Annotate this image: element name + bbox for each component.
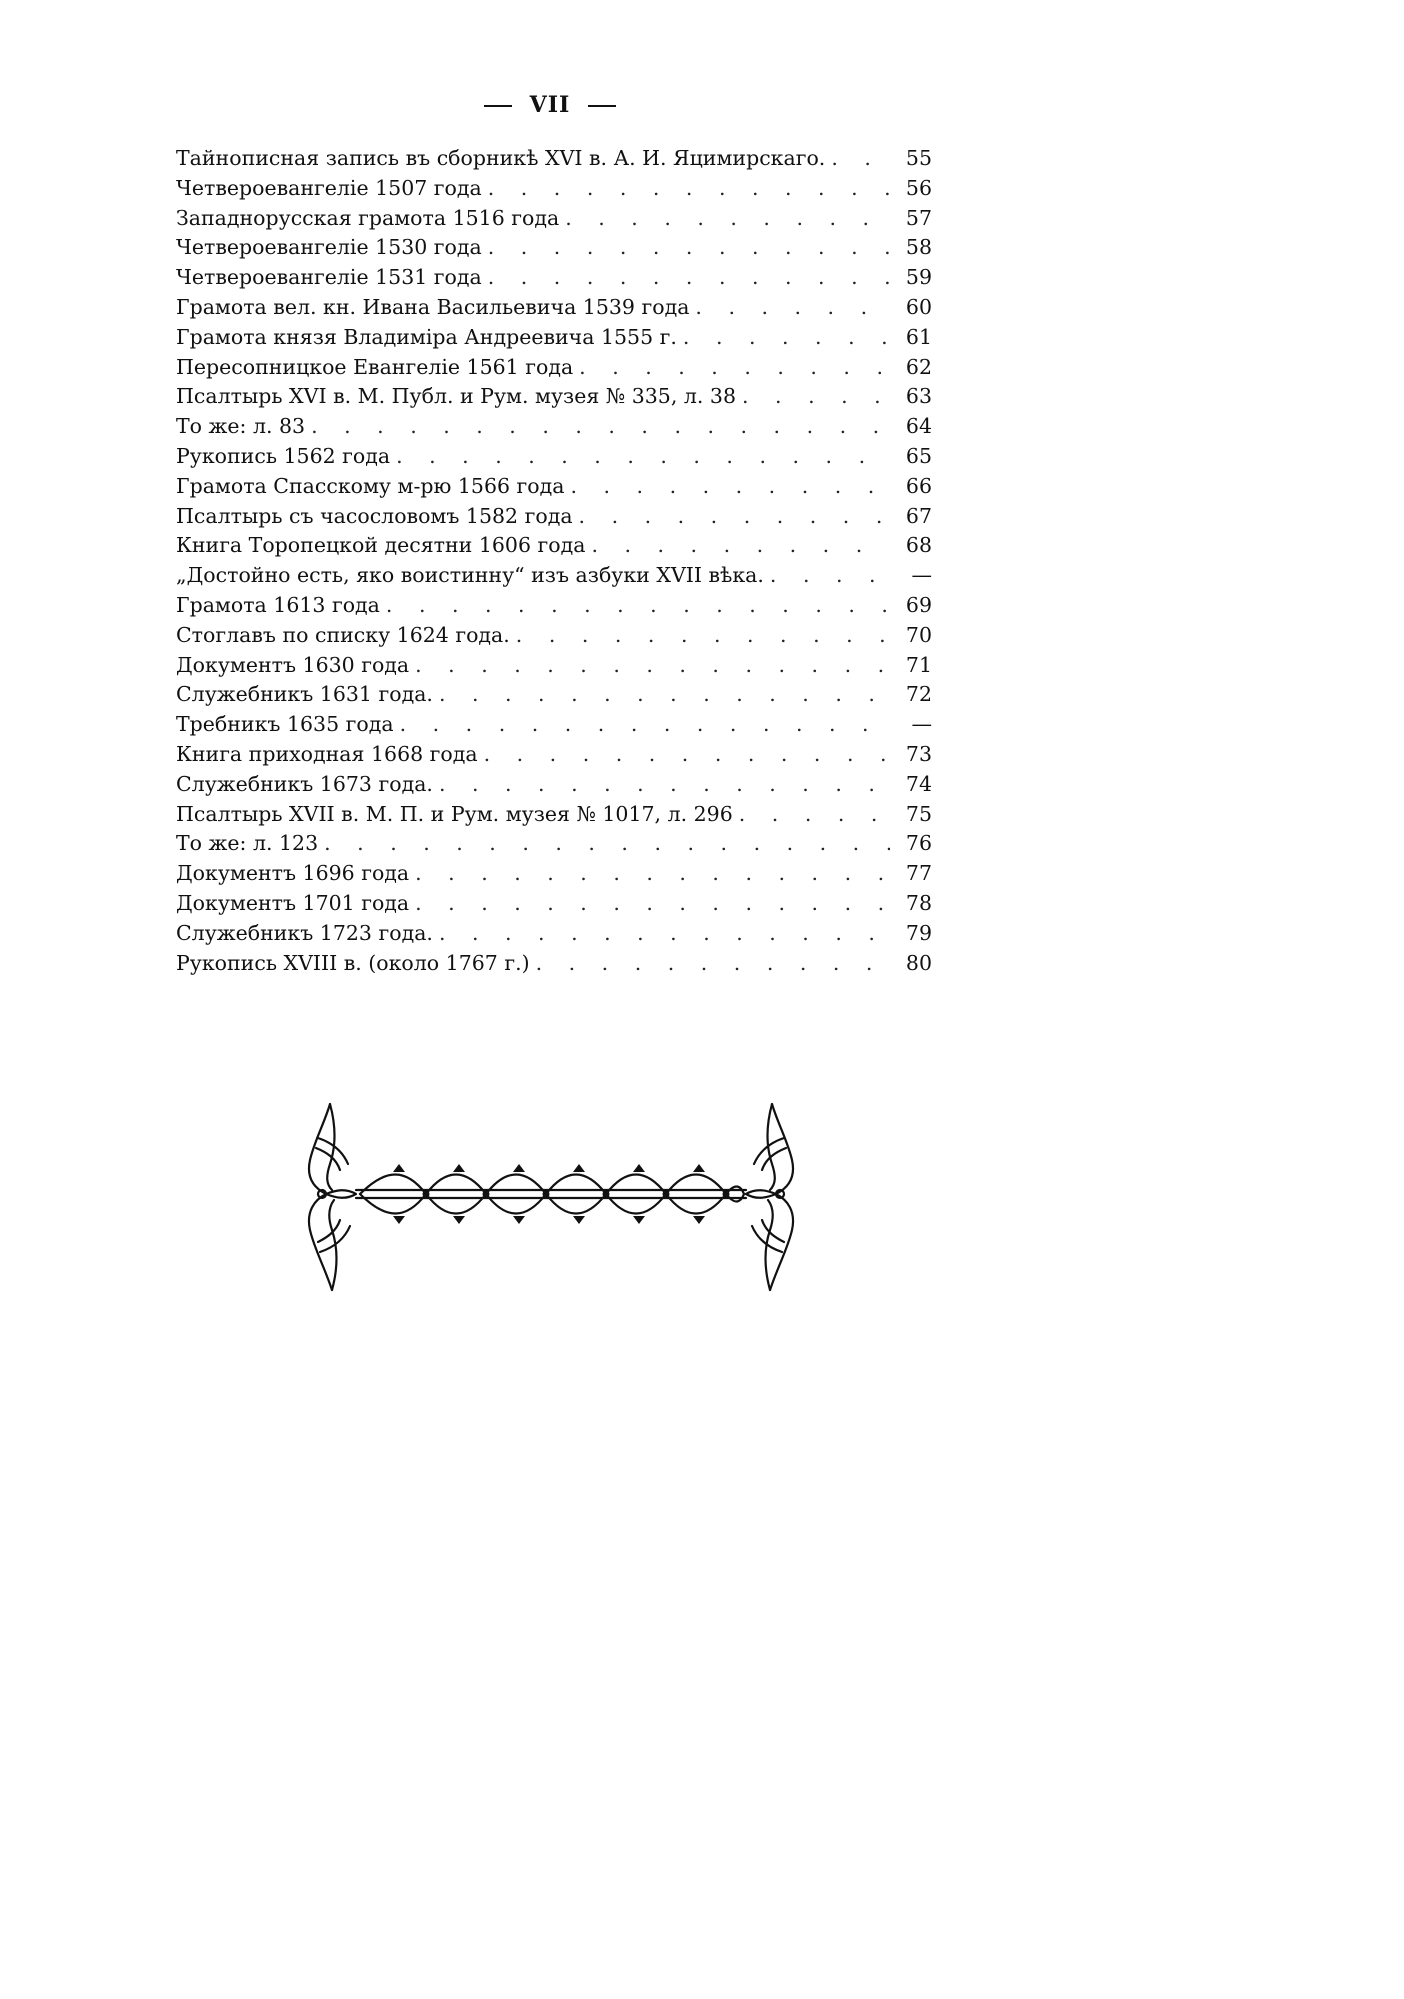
toc-row: [176, 144, 932, 174]
toc-page: 75: [905, 801, 932, 826]
toc-title: Документъ 1696 года: [176, 861, 410, 886]
toc-row: [176, 591, 932, 621]
toc-title: То же: л. 83: [176, 414, 306, 439]
dot-leader: [573, 502, 890, 532]
dot-leader: [689, 293, 890, 323]
toc-title: Четвероевангеліе 1507 года: [176, 175, 482, 200]
toc-page: 65: [905, 443, 932, 468]
dot-leader: [677, 323, 890, 353]
toc-title: Грамота 1613 года: [176, 592, 380, 617]
left-dash: [484, 105, 512, 107]
table-of-contents: [176, 144, 932, 978]
dot-leader: [482, 174, 890, 204]
toc-row: [176, 323, 932, 353]
toc-page: 76: [905, 831, 932, 856]
toc-row: [176, 621, 932, 651]
toc-page: 67: [905, 503, 932, 528]
toc-page: 64: [905, 414, 932, 439]
toc-row: [176, 233, 932, 263]
toc-row: [176, 442, 932, 472]
toc-title: Пересопницкое Евангеліе 1561 года: [176, 354, 574, 379]
toc-page: 60: [905, 294, 932, 319]
toc-page: 62: [905, 354, 932, 379]
dot-leader: [733, 800, 890, 830]
toc-row: [176, 770, 932, 800]
toc-title: Рукопись XVIII в. (около 1767 г.): [176, 950, 530, 975]
toc-title: Документъ 1630 года: [176, 652, 410, 677]
toc-title: Служебникъ 1631 года.: [176, 682, 433, 707]
dot-leader: [573, 353, 890, 383]
toc-title: Служебникъ 1723 года.: [176, 920, 433, 945]
dot-leader: [478, 740, 890, 770]
toc-page: 66: [905, 473, 932, 498]
toc-row: [176, 710, 932, 740]
toc-title: Западнорусская грамота 1516 года: [176, 205, 560, 230]
toc-row: [176, 472, 932, 502]
dot-leader: [433, 770, 890, 800]
toc-title: Книга Торопецкой десятни 1606 года: [176, 533, 586, 558]
toc-page: 61: [905, 324, 932, 349]
toc-page: 55: [905, 146, 932, 170]
toc-row: [176, 412, 932, 442]
toc-page: 56: [905, 175, 932, 200]
toc-title: Псалтырь XVII в. М. П. и Рум. музея № 1017, л. 296: [176, 801, 733, 826]
toc-page: 68: [905, 533, 932, 558]
toc-page: —: [911, 563, 932, 588]
dot-leader: [433, 680, 890, 710]
toc-title: Служебникъ 1673 года.: [176, 771, 433, 796]
toc-row: [176, 889, 932, 919]
toc-title: Четвероевангеліе 1530 года: [176, 235, 482, 260]
toc-row: [176, 382, 932, 412]
dot-leader: [380, 591, 890, 621]
toc-title: Тайнописная запись въ сборникѣ XVI в. А. И. Яцимирскаго.: [176, 146, 826, 170]
dot-leader: [825, 144, 890, 174]
dot-leader: [736, 382, 890, 412]
toc-title: „Достойно есть, яко воистинну“ изъ азбуки XVII вѣка.: [176, 563, 764, 588]
toc-page: 78: [905, 890, 932, 915]
toc-row: [176, 353, 932, 383]
toc-page: 59: [905, 265, 932, 290]
dot-leader: [559, 204, 890, 234]
toc-page: 63: [905, 384, 932, 409]
dot-leader: [394, 710, 890, 740]
dot-leader: [409, 889, 890, 919]
toc-row: [176, 502, 932, 532]
dot-leader: [409, 651, 890, 681]
toc-page: 79: [905, 920, 932, 945]
toc-page: 73: [905, 741, 932, 766]
toc-row: [176, 919, 932, 949]
toc-title: Документъ 1701 года: [176, 890, 410, 915]
toc-row: [176, 651, 932, 681]
toc-row: [176, 949, 932, 979]
dot-leader: [390, 442, 890, 472]
toc-page: 69: [905, 592, 932, 617]
toc-page: 72: [905, 682, 932, 707]
toc-row: [176, 174, 932, 204]
toc-row: [176, 800, 932, 830]
toc-page: —: [911, 712, 932, 737]
toc-row: [176, 204, 932, 234]
dot-leader: [433, 919, 890, 949]
toc-row: [176, 740, 932, 770]
toc-row: [176, 829, 932, 859]
toc-title: Псалтырь XVI в. М. Публ. и Рум. музея № 335, л. 38: [176, 384, 737, 409]
toc-title: Псалтырь съ часословомъ 1582 года: [176, 503, 573, 528]
decorative-ornament-icon: [296, 1098, 806, 1298]
dot-leader: [510, 621, 890, 651]
toc-row: [176, 531, 932, 561]
toc-title: Четвероевангеліе 1531 года: [176, 265, 482, 290]
toc-page: 71: [905, 652, 932, 677]
dot-leader: [318, 829, 890, 859]
toc-title: Стоглавъ по списку 1624 года.: [176, 622, 510, 647]
toc-row: [176, 293, 932, 323]
toc-row: [176, 859, 932, 889]
dot-leader: [585, 531, 890, 561]
toc-page: 70: [905, 622, 932, 647]
page-number: [0, 92, 1100, 118]
page-number-text: VII: [529, 92, 571, 118]
dot-leader: [482, 263, 890, 293]
dot-leader: [564, 472, 890, 502]
dot-leader: [409, 859, 890, 889]
toc-page: 74: [905, 771, 932, 796]
toc-page: 57: [905, 205, 932, 230]
toc-row: [176, 561, 932, 591]
toc-title: Требникъ 1635 года: [176, 712, 394, 737]
toc-title: Рукопись 1562 года: [176, 443, 391, 468]
right-dash: [588, 105, 616, 107]
dot-leader: [530, 949, 890, 979]
toc-title: То же: л. 123: [176, 831, 319, 856]
toc-title: Грамота вел. кн. Ивана Васильевича 1539 года: [176, 294, 690, 319]
toc-row: [176, 680, 932, 710]
toc-page: 80: [905, 950, 932, 975]
toc-title: Книга приходная 1668 года: [176, 741, 478, 766]
toc-page: 58: [905, 235, 932, 260]
dot-leader: [482, 233, 890, 263]
toc-page: 77: [905, 861, 932, 886]
toc-row: [176, 263, 932, 293]
dot-leader: [764, 561, 890, 591]
toc-title: Грамота Спасскому м-рю 1566 года: [176, 473, 565, 498]
dot-leader: [305, 412, 890, 442]
toc-title: Грамота князя Владиміра Андреевича 1555 г.: [176, 324, 677, 349]
